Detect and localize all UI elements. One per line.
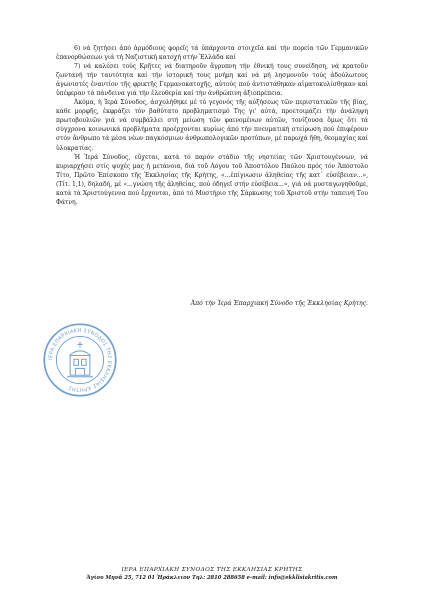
footer-address: Ἁγίου Μηνᾶ 25, 712 01 Ἡράκλειον Τηλ: 2810 288658 e-mail: info@ekklisiakritis.com	[86, 575, 338, 581]
seal-ring-text: ΙΕΡΑ ΕΠΑΡΧΙΑΚΗ ΣΥΝΟΔΟΣ ΤΗΣ ΕΚΚΛΗΣΙΑΣ ΚΡΗΤΗΣ	[47, 327, 113, 393]
paragraph: Ἡ Ἱερά Σύνοδος, εὔχεται, κατά τό παρόν στάδιο τῆς νηστείας τῶν Χριστουγέννων, νά κυριαρχήσει στίς ψυχές μας ἡ μετάνοια, διά τοῦ Λόγου τοῦ Ἀποστόλου Παύλου πρός τόν Ἀπόστολο Τίτο, Πρῶτο Ἐπίσκοπο τῆς Ἐκκλησίας τῆς Κρήτης, «...ἐπίγνωσιν ἀληθείας τῆς κατ᾽ εὐσέβειαν...», (Τίτ. 1,1), δηλαδή, μέ «...γνώση τῆς ἀληθείας, πού ὁδηγεῖ στήν εὐσέβεια...», γιά νά μυσταγωγηθοῦμε, κατά τά Χριστούγεννα πού ἔρχονται, ἀπό τό Μυστήριο τῆς Σάρκωσης τοῦ Χριστοῦ στήν ταπεινή Του Φάτνη.	[56, 153, 368, 206]
signature-line: Ἀπό τήν Ἱερά Ἐπαρχιακή Σύνοδο τῆς Ἐκκλησίας Κρήτης.	[190, 300, 368, 307]
paragraph: Ἀκόμα, ἡ Ἱερά Σύνοδος, ἀσχολήθηκε μέ τό γεγονός τῆς αὐξήσεως τῶν περιστατικῶν τῆς βίας, κάθε μορφῆς, ἐκφράζει τόν βαθύτατο προβληματισμό Της γι' αὐτά, προετοιμάζει τήν ἀνάληψη πρωτοβουλιῶν γιά νά συμβάλλει στή μείωση τῶν φαινομένων αὐτῶν, τονίζουσα ὅμως ὅτι τά σύγχρονα κοινωνικά προβλήματα προέρχονται κυρίως ἀπό τήν πνευματική στείρωση πού ἐπιφέρουν στόν ἄνθρωπο τά μέσα νέων παγκόσμιων ἀνθρωπολογικῶν προτύπων, μέ παρωχά ἤθη, θεομαχίας καί ὑλοκρατίας.	[56, 99, 368, 152]
paragraph: 7) νά καλέσει τούς Κρῆτες νά διατηροῦν ἄγρυπνη τήν ἐθνική τους συνείδηση, νά κρατοῦν ζωντανή τήν ταυτότητα καί τήν ἱστορική τους μνήμη καί νά μή λησμονοῦν τούς ἀδούλωτους ἀγωνιστές ἐναντίον τῆς φρικτῆς Γερμανοκατοχῆς, αὐτούς πού ἀντιστάθηκαν αἱματοκυλίσθηκαν καί ὑπέφεραν τά πάνδεινα γιά τήν ἐλευθερία καί τήν ἀνθρώπινη ἀξιοπρέπεια.	[56, 63, 368, 98]
document-body	[56, 44, 368, 207]
synod-seal-icon	[42, 322, 118, 398]
svg-text:ΙΕΡΑ ΕΠΑΡΧΙΑΚΗ ΣΥΝΟΔΟΣ ΤΗΣ ΕΚΚ	[48, 328, 112, 392]
footer-organization: ΙΕΡΑ ΕΠΑΡΧΙΑΚΗ ΣΥΝΟΔΟΣ ΤΗΣ ΕΚΚΛΗΣΙΑΣ ΚΡΗΤΗΣ	[121, 567, 303, 573]
letterhead-footer	[56, 566, 368, 582]
paragraph: 6) νά ζητήσει ἀπό ἁρμόδιους φορεῖς τά ὑπάρχοντα στοιχεῖα καί τήν πορεία τῶν Γερμανικῶν ἐπανορθώσεων γιά τή Ναζιστική κατοχή στήν Ἑλλάδα καί	[56, 45, 368, 62]
